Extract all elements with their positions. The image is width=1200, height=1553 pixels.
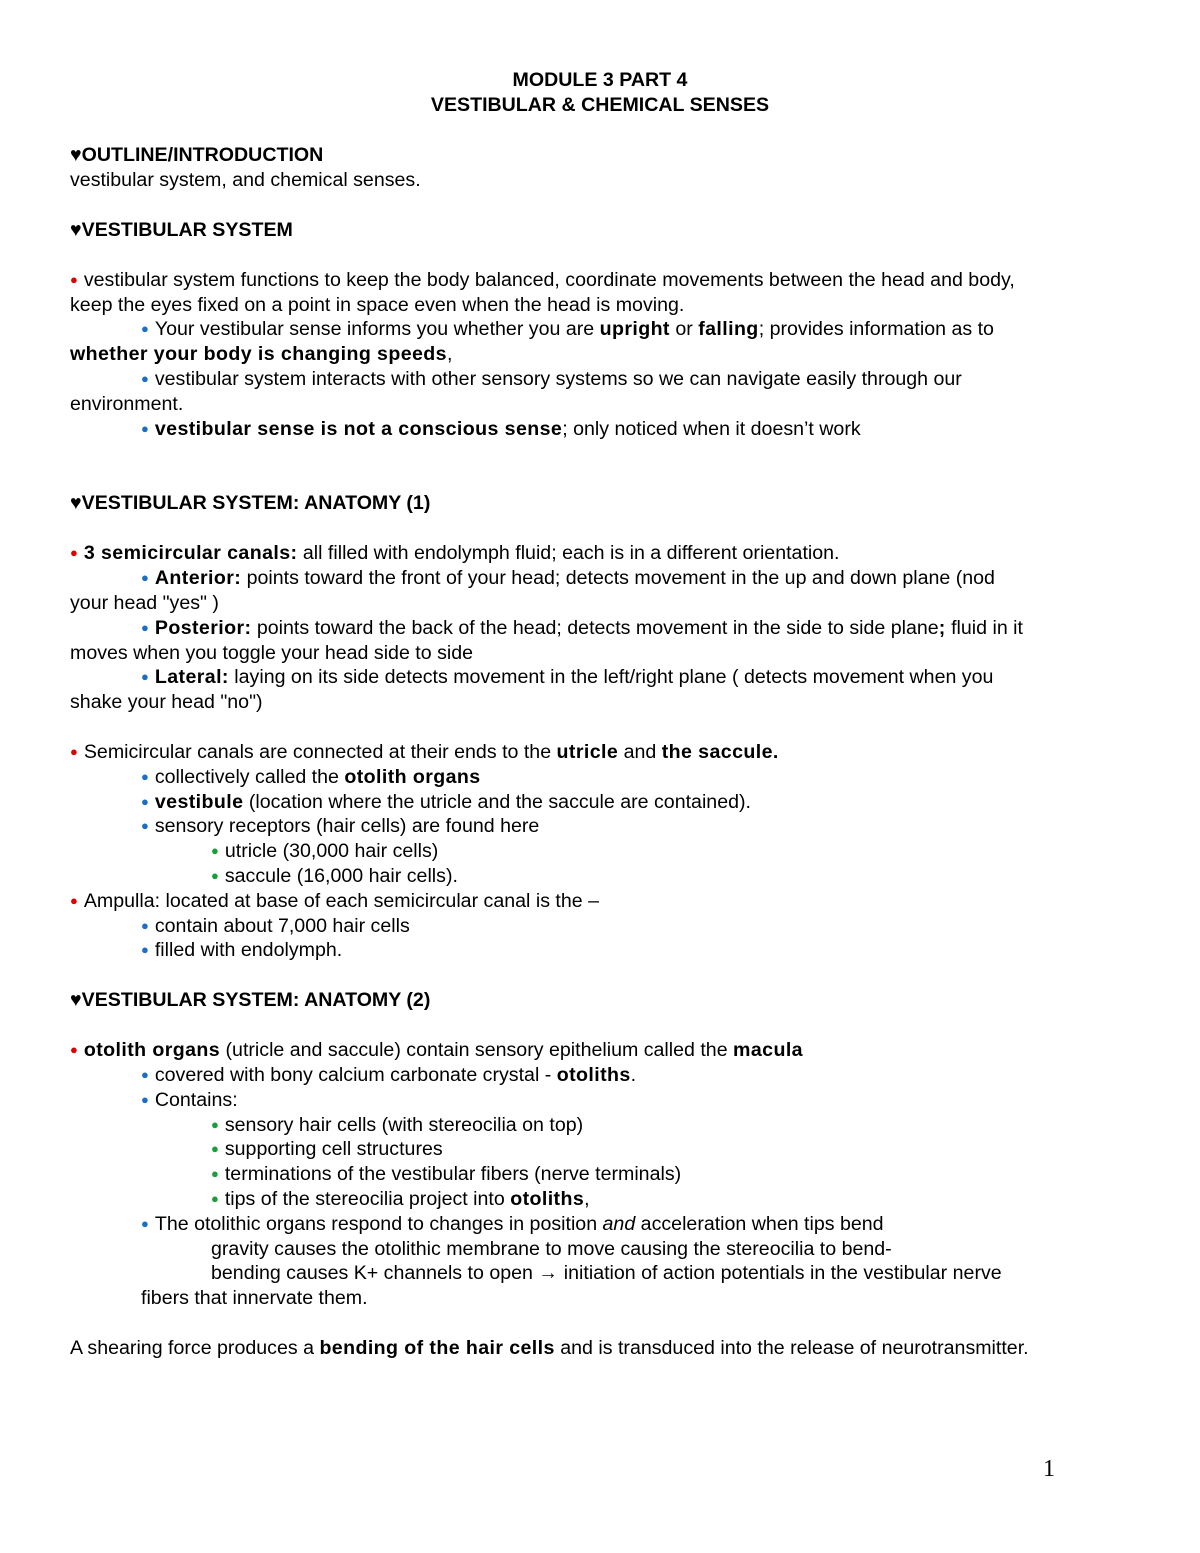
blue-bullet-icon: ● (141, 942, 149, 958)
blue-bullet-icon: ● (141, 420, 149, 436)
red-bullet-icon: ● (70, 271, 78, 287)
list-item-continuation: keep the eyes fixed on a point in space even when the head is moving. (70, 293, 685, 316)
list-item: ● covered with bony calcium carbonate crystal - otoliths. (141, 1063, 637, 1086)
green-bullet-icon: ● (211, 867, 219, 883)
list-item: ● Your vestibular sense informs you whether you are upright or falling; provides information as to (141, 318, 994, 341)
red-bullet-icon: ● (70, 1042, 78, 1058)
green-bullet-icon: ● (211, 1166, 219, 1182)
list-item: ● vestibule (location where the utricle and the saccule are contained). (141, 790, 751, 813)
list-item: ● Posterior: points toward the back of the head; detects movement in the side to side plane; fluid in it (141, 616, 1023, 639)
outline-text: vestibular system, and chemical senses. (70, 169, 421, 191)
green-bullet-icon: ● (211, 1190, 219, 1206)
green-bullet-icon: ● (211, 843, 219, 859)
list-item: ● Anterior: points toward the front of your head; detects movement in the up and down plane (nod (141, 567, 995, 590)
blue-bullet-icon: ● (141, 570, 149, 586)
document-title-line2: VESTIBULAR & CHEMICAL SENSES (430, 94, 770, 116)
closing-paragraph: A shearing force produces a bending of the hair cells and is transduced into the release of neurotransmitter. (70, 1336, 1029, 1359)
list-item: ● terminations of the vestibular fibers (nerve terminals) (211, 1163, 682, 1186)
blue-bullet-icon: ● (141, 1215, 149, 1231)
blue-bullet-icon: ● (141, 321, 149, 337)
list-item: ● utricle (30,000 hair cells) (211, 840, 439, 863)
blue-bullet-icon: ● (141, 619, 149, 635)
list-item: ● filled with endolymph. (141, 939, 343, 962)
red-bullet-icon: ● (70, 892, 78, 908)
blue-bullet-icon: ● (141, 818, 149, 834)
green-bullet-icon: ● (211, 1116, 219, 1132)
list-item: ● 3 semicircular canals: all filled with endolymph fluid; each is in a different orientation. (70, 542, 840, 565)
blue-bullet-icon: ● (141, 793, 149, 809)
red-bullet-icon: ● (70, 743, 78, 759)
blue-bullet-icon: ● (141, 669, 149, 685)
list-item: ● Ampulla: located at base of each semicircular canal is the – (70, 889, 600, 912)
blue-bullet-icon: ● (141, 1066, 149, 1082)
list-item-continuation: your head "yes" ) (70, 591, 219, 614)
list-item: ● saccule (16,000 hair cells). (211, 864, 458, 887)
list-item: ● vestibular sense is not a conscious sense; only noticed when it doesn’t work (141, 417, 861, 440)
list-item-continuation: bending causes K+ channels to open → initiation of action potentials in the vestibular nerve (211, 1262, 1002, 1285)
list-item: ● supporting cell structures (211, 1138, 443, 1161)
list-item-continuation: whether your body is changing speeds, (70, 343, 453, 366)
arrow-right-icon: → (538, 1262, 559, 1285)
heart-icon: ♥ (70, 218, 82, 241)
heart-icon: ♥ (70, 144, 82, 166)
list-item: ● contain about 7,000 hair cells (141, 914, 410, 937)
list-item-continuation: shake your head "no") (70, 691, 263, 714)
heart-icon: ♥ (70, 492, 82, 515)
list-item-continuation: environment. (70, 392, 184, 415)
list-item: ● vestibular system functions to keep the body balanced, coordinate movements between the head and body, (70, 268, 1015, 291)
list-item: ● sensory hair cells (with stereocilia on top) (211, 1113, 584, 1136)
document-page (70, 68, 1130, 1361)
list-item: ● tips of the stereocilia project into otoliths, (211, 1187, 590, 1210)
list-item: ● sensory receptors (hair cells) are found here (141, 815, 540, 838)
list-item-continuation: fibers that innervate them. (141, 1287, 368, 1310)
list-item-continuation: gravity causes the otolithic membrane to move causing the stereocilia to bend- (211, 1237, 892, 1260)
section-heading-anatomy-2: ♥VESTIBULAR SYSTEM: ANATOMY (2) (70, 989, 431, 1012)
list-item: ● Semicircular canals are connected at their ends to the utricle and the saccule. (70, 740, 779, 763)
blue-bullet-icon: ● (141, 917, 149, 933)
list-item-continuation: moves when you toggle your head side to side (70, 641, 474, 664)
blue-bullet-icon: ● (141, 370, 149, 386)
section-heading-outline: ♥OUTLINE/INTRODUCTION (70, 144, 324, 166)
blue-bullet-icon: ● (141, 768, 149, 784)
red-bullet-icon: ● (70, 545, 78, 561)
green-bullet-icon: ● (211, 1141, 219, 1157)
list-item: ● vestibular system interacts with other sensory systems so we can navigate easily through our (141, 367, 962, 390)
list-item: ● The otolithic organs respond to changes in position and acceleration when tips bend (141, 1212, 884, 1235)
heart-icon: ♥ (70, 989, 82, 1012)
section-heading-vestibular: ♥VESTIBULAR SYSTEM (70, 218, 293, 241)
page-number: 1 (1043, 1456, 1055, 1482)
list-item: ● collectively called the otolith organs (141, 765, 481, 788)
blue-bullet-icon: ● (141, 1091, 149, 1107)
document-title-line1: MODULE 3 PART 4 (512, 69, 688, 91)
list-item: ● otolith organs (utricle and saccule) contain sensory epithelium called the macula (70, 1039, 803, 1062)
list-item: ● Contains: (141, 1088, 238, 1111)
section-heading-anatomy-1: ♥VESTIBULAR SYSTEM: ANATOMY (1) (70, 492, 431, 515)
list-item: ● Lateral: laying on its side detects movement in the left/right plane ( detects movement when you (141, 666, 994, 689)
